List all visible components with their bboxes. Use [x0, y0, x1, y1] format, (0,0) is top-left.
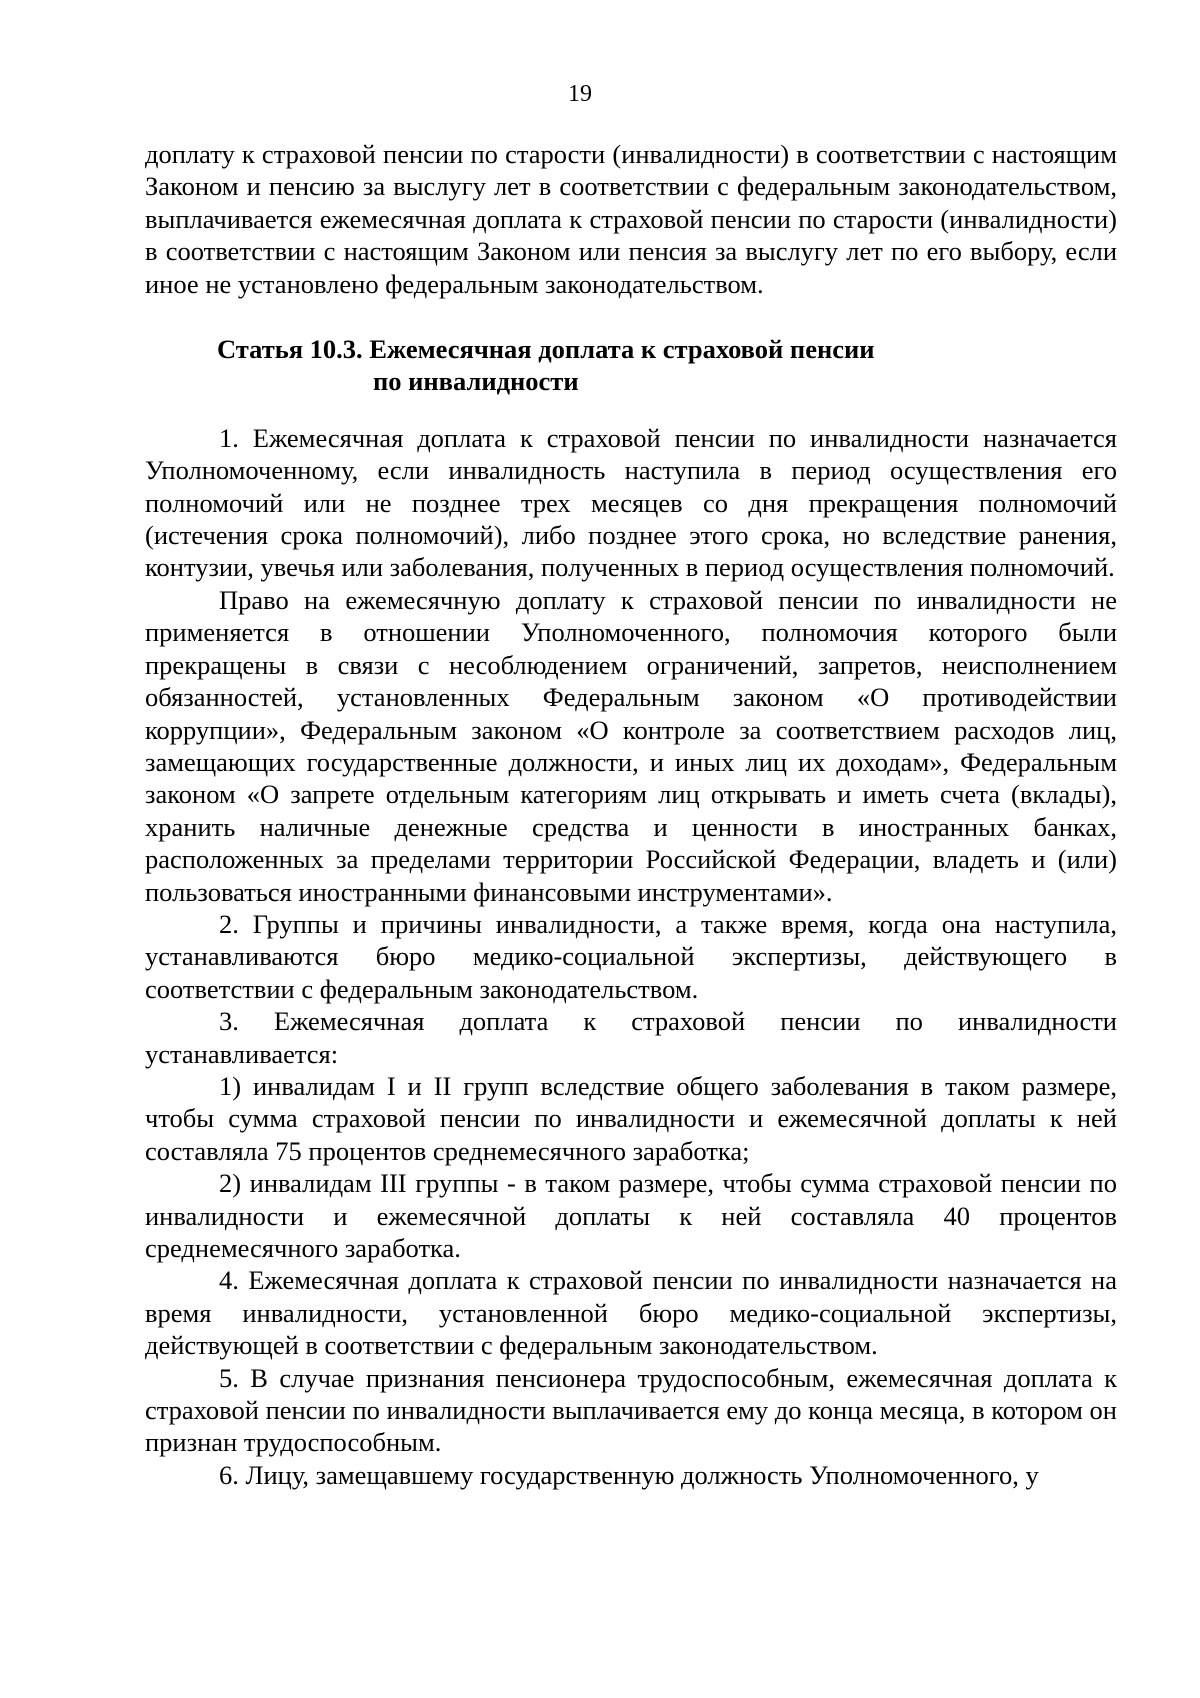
subitem-3-1: 1) инвалидам I и II групп вследствие общего заболевания в таком размере, чтобы сумма страховой пенсии по инвалидности и ежемесячной доплаты к ней составляла 75 процентов среднемесячного заработка;: [145, 1070, 1117, 1166]
paragraph-item-1: 1. Ежемесячная доплата к страховой пенсии по инвалидности назначается Уполномоченному, если инвалидность наступила в период осуществления его полномочий или не позднее трех месяцев со дня прекращения полномочий (истечения срока полномочий), либо позднее этого срока, но вследствие ранения, контузии, увечья или заболевания, полученных в период осуществления полномочий.: [145, 422, 1117, 583]
paragraph-item-6: 6. Лицу, замещавшему государственную должность Уполномоченного, у: [219, 1459, 1039, 1490]
page-number: 19: [568, 81, 592, 107]
subitem-3-2: 2) инвалидам III группы - в таком размере, чтобы сумма страховой пенсии по инвалидности и ежемесячной доплаты к ней составляла 40 процентов среднемесячного заработка.: [145, 1168, 1117, 1263]
paragraph-item-3: 3. Ежемесячная доплата к страховой пенсии по инвалидности устанавливается:: [145, 1006, 1117, 1069]
intro-paragraph: доплату к страховой пенсии по старости (инвалидности) в соответствии с настоящим Законом и пенсию за выслугу лет в соответствии с федеральным законодательством, выплачивается ежемесячная доплата к страховой пенсии по старости (инвалидности) в соответствии с настоящим Законом или пенсия за выслугу лет по его выбору, если иное не установлено федеральным законодательством.: [145, 139, 1117, 299]
document-body: [145, 138, 1117, 1491]
paragraph-item-4: 4. Ежемесячная доплата к страховой пенсии по инвалидности назначается на время инвалидности, установленной бюро медико-социальной экспертизы, действующей в соответствии с федеральным законодательством.: [145, 1265, 1117, 1361]
paragraph-item-2: 2. Группы и причины инвалидности, а также время, когда она наступила, устанавливаются бюро медико-социальной экспертизы, действующего в соответствии с федеральным законодательством.: [145, 908, 1117, 1004]
paragraph-item-5: 5. В случае признания пенсионера трудоспособным, ежемесячная доплата к страховой пенсии по инвалидности выплачивается ему до конца месяца, в котором он признан трудоспособным.: [145, 1362, 1117, 1458]
article-title-line-1: Статья 10.3. Ежемесячная доплата к страховой пенсии: [217, 334, 875, 365]
paragraph-right-restriction: Право на ежемесячную доплату к страховой пенсии по инвалидности не применяется в отношении Уполномоченного, полномочия которого были прекращены в связи с несоблюдением ограничений, запретов, неисполнением обязанностей, установленных Федеральным законом «О противодействии коррупции», Федеральным законом «О контроле за соответствием расходов лиц, замещающих государственные должности, и иных лиц их доходам», Федеральным законом «О запрете отдельным категориям лиц открывать и иметь счета (вклады), хранить наличные денежные средства и ценности в иностранных банках, расположенных за пределами территории Российской Федерации, владеть и (или) пользоваться иностранными финансовыми инструментами».: [145, 584, 1117, 907]
article-title-line-2: по инвалидности: [373, 366, 579, 397]
article-heading: [145, 333, 1117, 398]
